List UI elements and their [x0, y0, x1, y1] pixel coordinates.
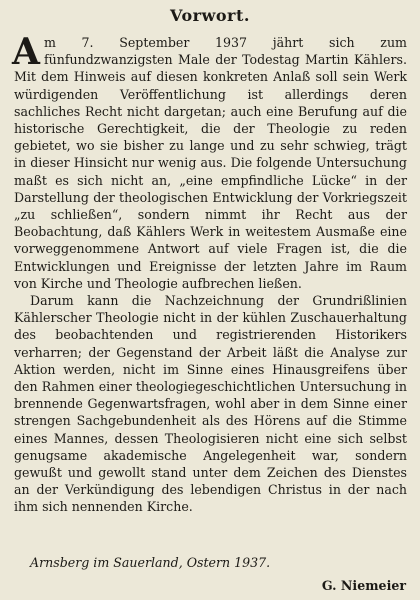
author-signature: G. Niemeier: [321, 578, 406, 593]
body-text: [12, 31, 407, 516]
page-title: Vorwort.: [170, 6, 250, 25]
place-date-line: Arnsberg im Sauerland, Ostern 1937.: [30, 555, 271, 570]
paragraph-2: [14, 292, 407, 516]
paragraph-1: [12, 31, 407, 292]
paragraph-2-text: Darum kann die Nachzeichnung der Grundrißlinien Kählerscher Theologie nicht in der kühlen Zuschauerhaltung des beobachtenden und registrierenden Historikers verharren; der Gegenstand der Arbeit läßt die Analyse zur Aktion werden, nicht im Sinne eines Hinausgreifens über den Rahmen einer theologiegeschichtlichen Untersuchung in brennende Gegenwartsfragen, wohl aber in dem Sinne einer strengen Sachgebundenheit als des Hörens auf die Stimme eines Mannes, dessen Theologisieren nicht eine sich selbst genugsame akademische Angelegenheit war, sondern gewußt und gewollt stand unter dem Zeichen des Dienstes an der Verkündigung des lebendigen Christus in der nach ihm sich nennenden Kirche.: [14, 293, 407, 515]
paragraph-1-text: m 7. September 1937 jährt sich zum fünfundzwanzigsten Male der Todestag Martin Kählers. Mit dem Hinweis auf diesen konkreten Anlaß soll sein Werk würdigenden Veröffentlichung ist allerdings deren sachliches Recht nicht dargetan; auch eine Berufung auf die historische Gerechtigkeit, die der Theologie zu reden gebietet, wo sie bisher zu lange und zu sehr schwieg, trägt in dieser Hinsicht nur wenig aus. Die folgende Untersuchung maßt es sich nicht an, „eine empfindliche Lücke“ in der Darstellung der theologischen Entwicklung der Vorkriegszeit „zu schließen“, sondern nimmt ihr Recht aus der Beobachtung, daß Kählers Werk in weitestem Ausmaße eine vorweggenommene Antwort auf viele Fragen ist, die die Entwicklungen und Ereignisse der letzten Jahre im Raum von Kirche und Theologie aufbrechen ließen.: [14, 35, 407, 291]
drop-cap-initial: A: [12, 31, 40, 73]
